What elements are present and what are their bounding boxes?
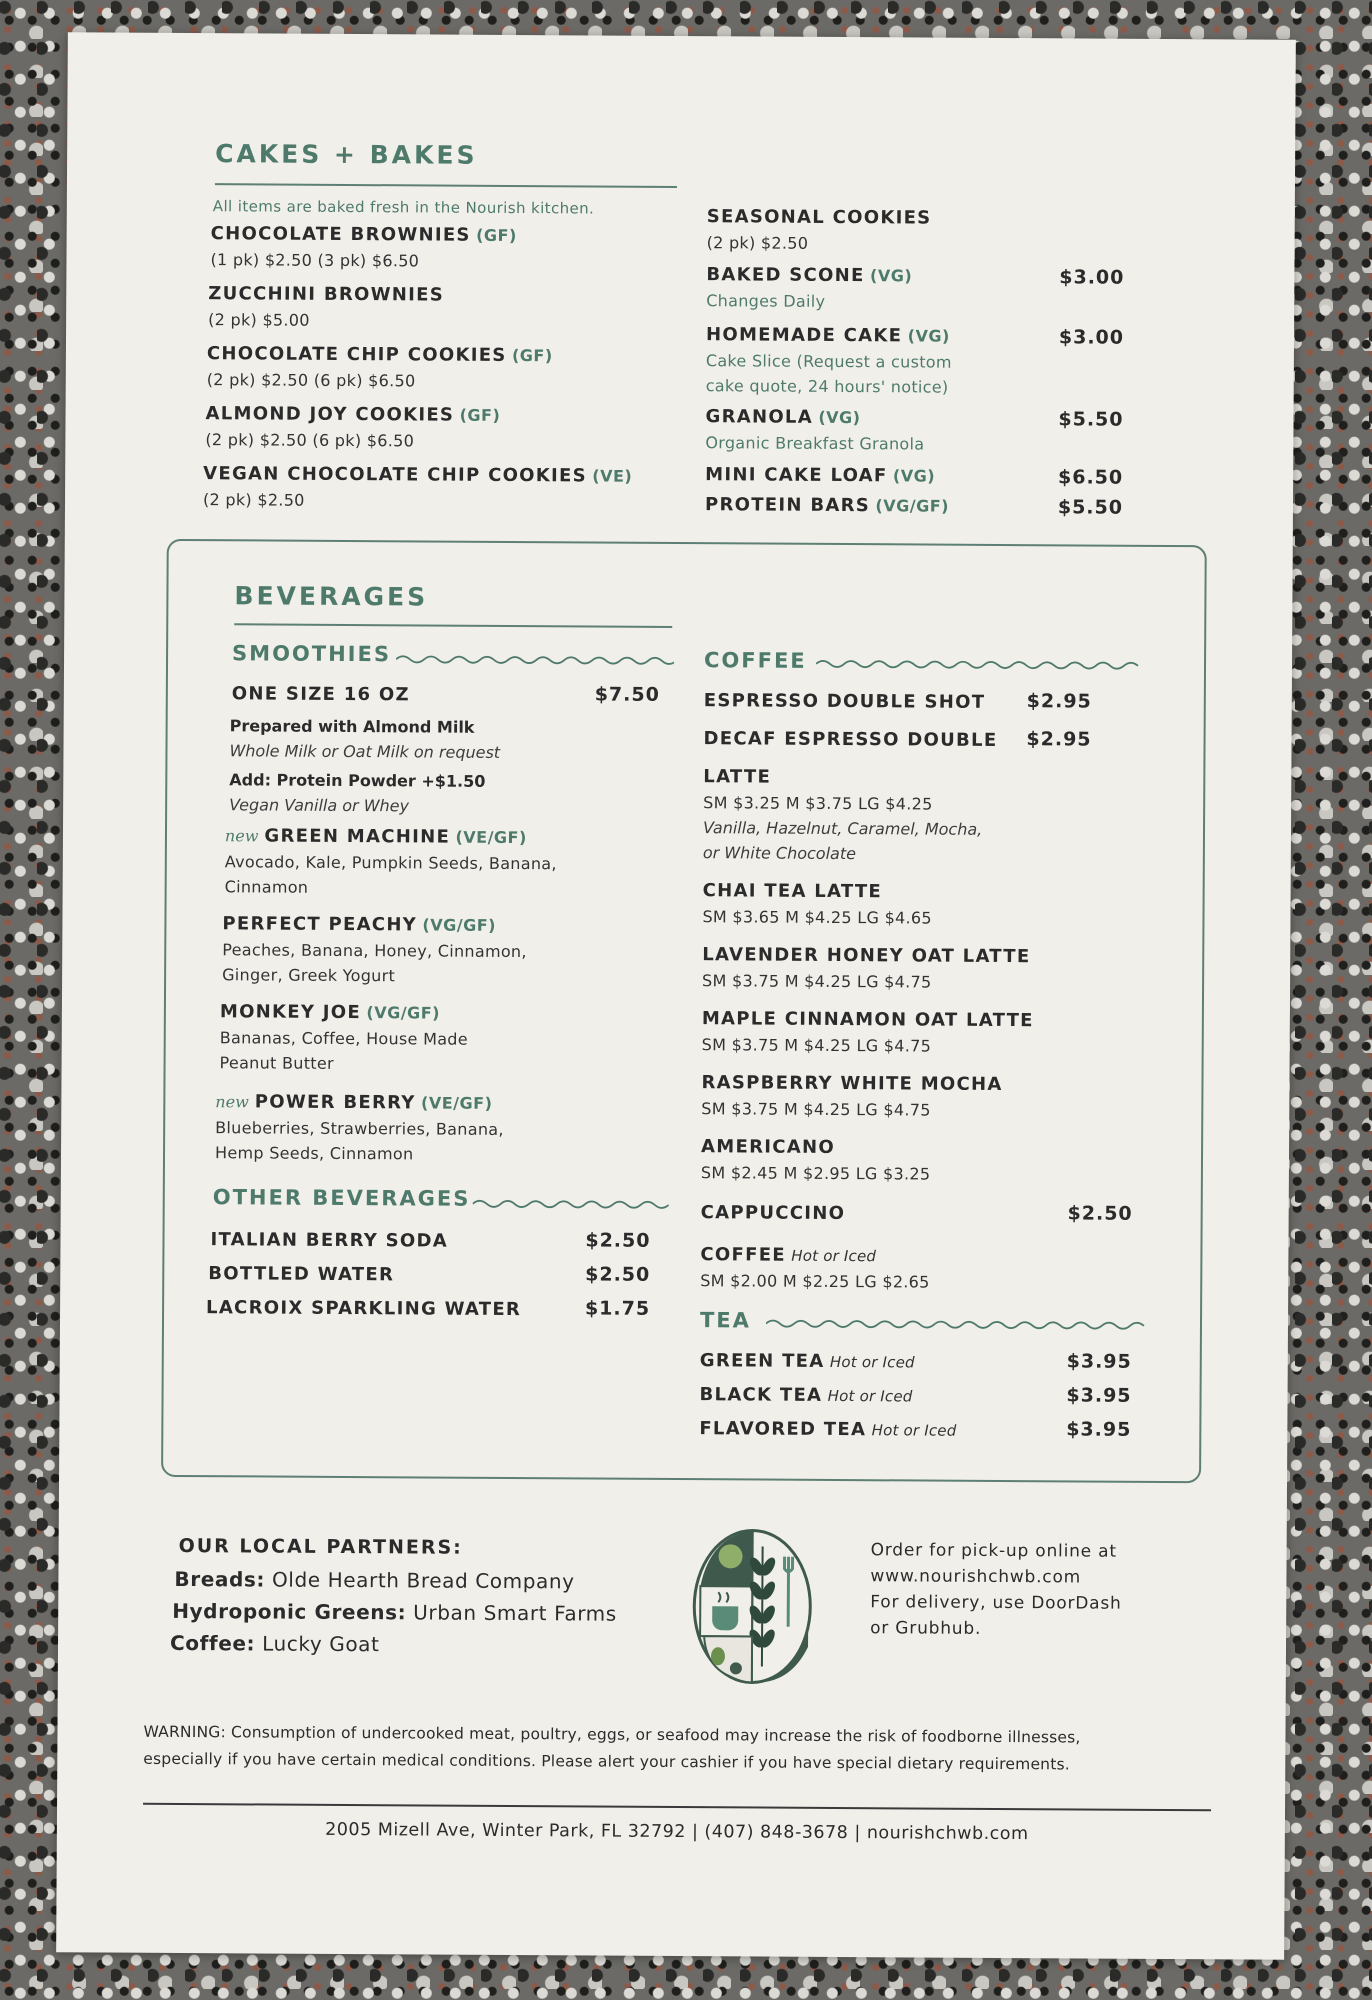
cakes-intro: All items are baked fresh in the Nourish kitchen. (212, 197, 595, 218)
coffee-item: CHAI TEA LATTE SM $3.65 M $4.25 LG $4.65 (702, 880, 932, 928)
footer-address: 2005 Mizell Ave, Winter Park, FL 32792 | (407) 848-3678 | nourishchwb.com (325, 1819, 1029, 1845)
cakes-right-item: BAKED SCONE (VG) Changes Daily (706, 264, 913, 311)
wave-divider (766, 1317, 1150, 1333)
smoothie-item: new GREEN MACHINE (VE/GF) Avocado, Kale, Pumpkin Seeds, Banana, Cinnamon (224, 825, 557, 897)
order-website-link[interactable]: www.nourishchwb.com (870, 1566, 1082, 1588)
partners-heading: OUR LOCAL PARTNERS: (178, 1534, 463, 1559)
other-beverage-item: LACROIX SPARKLING WATER (206, 1297, 522, 1321)
other-beverage-item: BOTTLED WATER (208, 1263, 395, 1286)
smoothie-price: $7.50 (594, 683, 660, 706)
item-price: $6.50 (1057, 466, 1124, 489)
item-price: $2.50 (585, 1229, 651, 1252)
smoothies-heading: SMOOTHIES (232, 641, 392, 667)
smoothie-item: MONKEY JOE (VG/GF) Bananas, Coffee, House Made Peanut Butter (219, 1001, 468, 1073)
coffee-item: CAPPUCCINO (700, 1202, 846, 1225)
food-warning: WARNING: Consumption of undercooked meat, poultry, eggs, or seafood may increase the risk of foodborne illnesses, especially if you have certain medical conditions. Please alert your cashier if you have special dietary requirements. (143, 1722, 1081, 1774)
cakes-right-item: GRANOLA (VG) Organic Breakfast Granola (705, 406, 925, 454)
coffee-item: MAPLE CINNAMON OAT LATTE SM $3.75 M $4.25 LG $4.75 (701, 1008, 1034, 1056)
cakes-right-item: MINI CAKE LOAF (VG) (705, 464, 936, 487)
wave-divider (396, 652, 674, 668)
partner-item: Coffee: Lucky Goat (169, 1630, 380, 1657)
item-price: $2.95 (1026, 728, 1092, 751)
smoothie-item: new POWER BERRY (VE/GF) Blueberries, Strawberries, Banana, Hemp Seeds, Cinnamon (214, 1091, 504, 1164)
cakes-right-item: PROTEIN BARS (VG/GF) (704, 494, 950, 517)
partner-item: Hydroponic Greens: Urban Smart Farms (172, 1598, 617, 1626)
other-beverages-heading: OTHER BEVERAGES (212, 1185, 471, 1211)
cakes-right-item: SEASONAL COOKIES (2 pk) $2.50 (706, 206, 932, 253)
cakes-left-item: CHOCOLATE CHIP COOKIES (GF) (2 pk) $2.50 (6 pk) $6.50 (206, 343, 553, 391)
tea-item: BLACK TEA Hot or Iced (699, 1384, 913, 1406)
cakes-left-item: CHOCOLATE BROWNIES (GF) (1 pk) $2.50 (3 pk) $6.50 (210, 223, 517, 271)
smoothie-prep-note: Prepared with Almond Milk Whole Milk or Oat Milk on request Add: Protein Powder +$1.50 Vegan Vanilla or Whey (229, 716, 501, 816)
item-price: $5.50 (1058, 408, 1124, 431)
coffee-item: ESPRESSO DOUBLE SHOT (703, 690, 986, 713)
order-info: Order for pick-up online at www.nourishchwb.com For delivery, use DoorDash or Grubhub. (870, 1540, 1122, 1639)
other-beverage-item: ITALIAN BERRY SODA (210, 1229, 449, 1252)
cakes-left-item: ZUCCHINI BROWNIES (2 pk) $5.00 (208, 283, 445, 330)
cakes-title-rule (215, 183, 677, 188)
partner-item: Breads: Olde Hearth Bread Company (174, 1566, 575, 1594)
cakes-right-item: HOMEMADE CAKE (VG) Cake Slice (Request a custom cake quote, 24 hours' notice) (705, 324, 952, 397)
cakes-title: CAKES + BAKES (215, 139, 478, 170)
tea-item: GREEN TEA Hot or Iced (699, 1350, 915, 1372)
coffee-item: LAVENDER HONEY OAT LATTE SM $3.75 M $4.25 LG $4.75 (702, 944, 1031, 992)
wave-divider (816, 657, 1142, 673)
item-price: $3.00 (1059, 266, 1125, 289)
cakes-left-item: VEGAN CHOCOLATE CHIP COOKIES (VE) (2 pk) $2.50 (202, 463, 633, 510)
leaf-coffee-fork-emblem-icon (690, 1526, 815, 1687)
item-price: $2.50 (585, 1263, 651, 1286)
item-price: $3.95 (1066, 1350, 1132, 1373)
footer-rule (143, 1803, 1211, 1812)
coffee-heading: COFFEE (703, 648, 807, 673)
coffee-item-latte: LATTE SM $3.25 M $3.75 LG $4.25 Vanilla, Hazelnut, Caramel, Mocha, or White Chocolate (702, 766, 983, 864)
cakes-left-item: ALMOND JOY COOKIES (GF) (2 pk) $2.50 (6 pk) $6.50 (205, 403, 501, 451)
menu-sheet (56, 32, 1296, 1959)
item-price: $1.75 (584, 1297, 651, 1320)
coffee-item: DECAF ESPRESSO DOUBLE (703, 728, 998, 751)
item-price: $2.50 (1067, 1202, 1133, 1225)
smoothie-item: PERFECT PEACHY (VG/GF) Peaches, Banana, Honey, Cinnamon, Ginger, Greek Yogurt (222, 913, 527, 986)
tea-heading: TEA (699, 1308, 752, 1333)
wave-divider (473, 1197, 669, 1212)
smoothie-size: ONE SIZE 16 OZ (231, 683, 410, 706)
item-price: $3.95 (1066, 1384, 1132, 1407)
coffee-item: COFFEE Hot or Iced SM $2.00 M $2.25 LG $2.65 (700, 1244, 930, 1292)
item-price: $2.95 (1026, 690, 1092, 713)
item-price: $5.50 (1057, 496, 1124, 519)
coffee-item: RASPBERRY WHITE MOCHA SM $3.75 M $4.25 LG $4.75 (701, 1072, 1003, 1120)
item-price: $3.95 (1066, 1418, 1132, 1441)
item-price: $3.00 (1058, 326, 1125, 349)
tea-item: FLAVORED TEA Hot or Iced (699, 1418, 957, 1441)
beverages-title: BEVERAGES (234, 581, 429, 612)
coffee-item: AMERICANO SM $2.45 M $2.95 LG $3.25 (700, 1136, 931, 1184)
